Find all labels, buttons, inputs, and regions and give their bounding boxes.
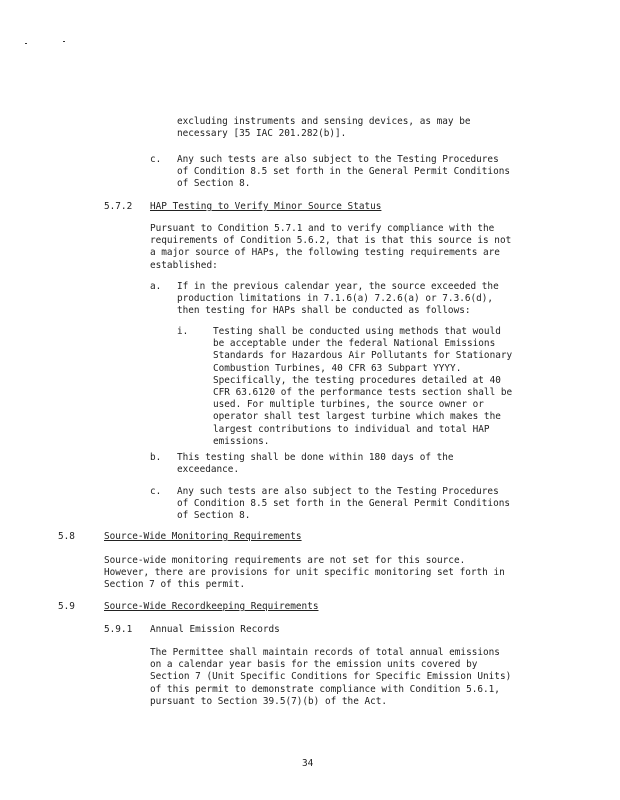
text-line: excluding instruments and sensing devices, as may be <box>177 116 471 127</box>
section-body <box>150 647 511 708</box>
text-line: Any such tests are also subject to the Testing Procedures <box>177 154 499 165</box>
scan-mark <box>63 41 65 42</box>
text-line: Section 7 of this permit. <box>104 579 246 591</box>
text-line: Standards for Hazardous Air Pollutants for Stationary <box>213 350 513 362</box>
section-heading: HAP Testing to Verify Minor Source Status <box>150 201 382 212</box>
item-c-text <box>177 486 510 523</box>
text-line: Source-wide monitoring requirements are not set for this source. <box>104 555 466 566</box>
text-line: Section 7 (Unit Specific Conditions for Specific Emission Units) <box>150 671 512 683</box>
section-heading: Source-Wide Monitoring Requirements <box>104 531 302 542</box>
text-line: operator shall test largest turbine which makes the <box>213 411 501 423</box>
section-number: 5.7.2 <box>104 201 133 212</box>
text-line: If in the previous calendar year, the source exceeded the <box>177 281 499 292</box>
item-b-text <box>177 452 454 476</box>
section-heading: Source-Wide Recordkeeping Requirements <box>104 601 319 612</box>
text-line: Pursuant to Condition 5.7.1 and to verify compliance with the <box>150 223 495 234</box>
item-marker: a. <box>150 281 162 292</box>
text-line: of Condition 8.5 set forth in the General Permit Conditions <box>177 498 511 510</box>
text-line: Specifically, the testing procedures detailed at 40 <box>213 374 501 386</box>
text-line: on a calendar year basis for the emission units covered by <box>150 659 478 671</box>
text-line: of Section 8. <box>177 510 251 522</box>
text-line: However, there are provisions for unit specific monitoring set forth in <box>104 567 505 579</box>
text-line: established: <box>150 259 218 271</box>
section-number: 5.8 <box>58 531 75 542</box>
text-line: of Section 8. <box>177 178 251 190</box>
section-heading: Annual Emission Records <box>150 624 280 635</box>
item-a-i-text <box>213 326 512 448</box>
text-line: then testing for HAPs shall be conducted as follows: <box>177 305 471 317</box>
text-line: necessary [35 IAC 201.282(b)]. <box>177 128 347 140</box>
text-line: production limitations in 7.1.6(a) 7.2.6(a) or 7.3.6(d), <box>177 293 494 305</box>
text-line: Combustion Turbines, 40 CFR 63 Subpart YYYY. <box>213 362 462 374</box>
page-number: 34 <box>302 758 314 769</box>
section-body <box>104 555 505 592</box>
item-marker: c. <box>150 486 162 497</box>
text-line: exceedance. <box>177 464 240 476</box>
text-line: of Condition 8.5 set forth in the General Permit Conditions <box>177 166 511 178</box>
item-marker: b. <box>150 452 162 463</box>
scan-mark <box>25 43 27 44</box>
text-line: used. For multiple turbines, the source owner or <box>213 399 484 411</box>
text-line: requirements of Condition 5.6.2, that is that this source is not <box>150 235 512 247</box>
text-line: The Permittee shall maintain records of total annual emissions <box>150 647 500 658</box>
section-number: 5.9 <box>58 601 75 612</box>
text-line: emissions. <box>213 435 270 447</box>
text-line: This testing shall be done within 180 days of the <box>177 452 454 463</box>
section-intro <box>150 223 511 272</box>
item-c-top-text <box>177 154 510 191</box>
item-a-text <box>177 281 499 318</box>
text-line: be acceptable under the federal National Emissions <box>213 338 496 350</box>
text-line: largest contributions to individual and total HAP <box>213 423 490 435</box>
item-marker: c. <box>150 154 162 165</box>
text-line: Testing shall be conducted using methods that would <box>213 326 501 337</box>
text-line: pursuant to Section 39.5(7)(b) of the Act. <box>150 695 388 707</box>
text-line: Any such tests are also subject to the Testing Procedures <box>177 486 499 497</box>
text-line: CFR 63.6120 of the performance tests section shall be <box>213 387 513 399</box>
continuation-text <box>177 116 471 140</box>
item-marker: i. <box>177 326 189 337</box>
text-line: a major source of HAPs, the following testing requirements are <box>150 247 500 259</box>
section-number: 5.9.1 <box>104 624 133 635</box>
text-line: of this permit to demonstrate compliance with Condition 5.6.1, <box>150 683 500 695</box>
